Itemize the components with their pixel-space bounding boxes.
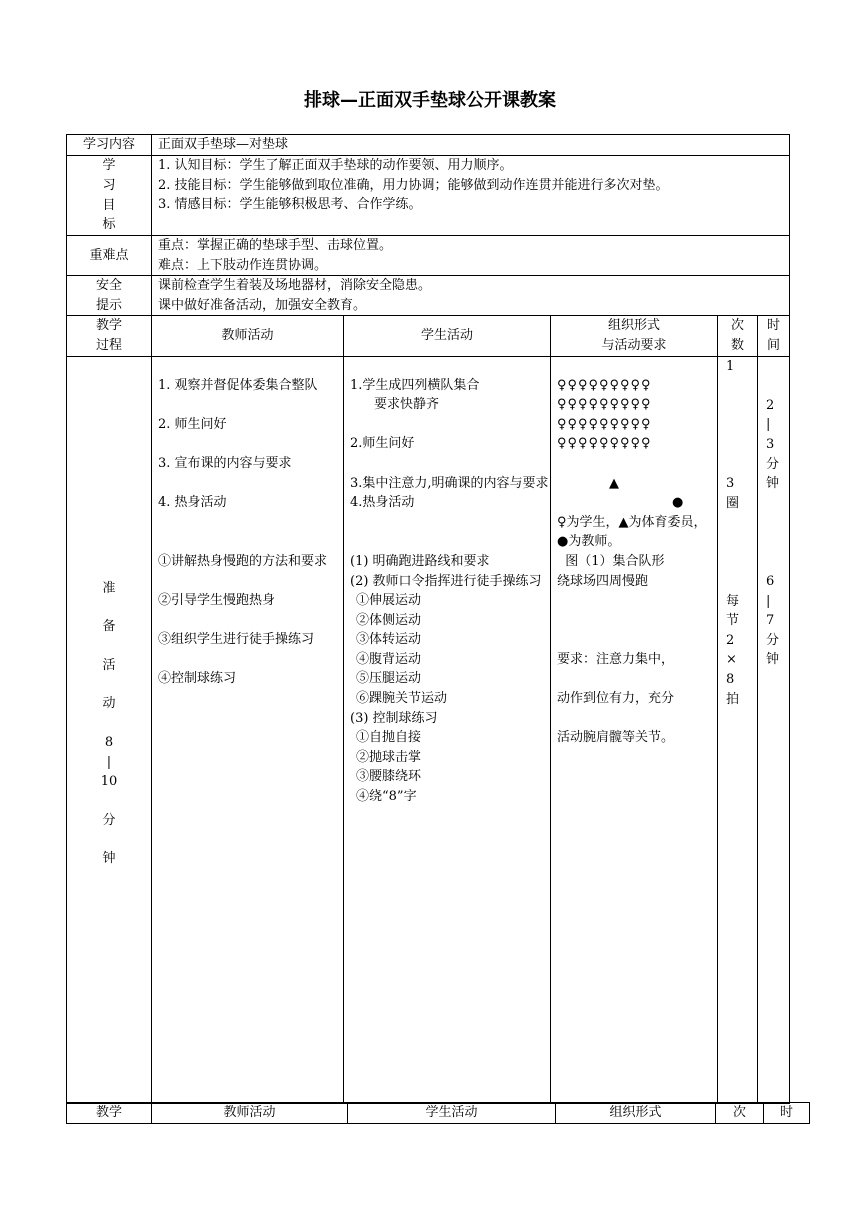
lesson-plan-table (66, 134, 790, 1104)
teacher-step: ②引导学生慢跑热身 (158, 593, 276, 609)
teacher-step: 2. 师生问好 (158, 416, 227, 432)
org-note: 绕球场四周慢跑 (557, 573, 649, 589)
student-step: 4.热身活动 (350, 495, 415, 511)
student-step: ④绕“8”字 (356, 789, 417, 805)
student-step: ②体侧运动 (356, 612, 422, 628)
formation-legend: ♀为学生，▲为体育委员，●为教师。 (557, 514, 707, 550)
times-value: × (726, 652, 737, 668)
teacher-step: 4. 热身活动 (158, 495, 227, 511)
teacher-step: 1. 观察并督促体委集合整队 (158, 377, 318, 393)
goal-item: 2. 技能目标：学生能够做到取位准确，用力协调；能够做到动作连贯并能进行多次对垫。 (158, 177, 669, 193)
duration-value: 6 (766, 574, 775, 590)
content-value: 正面双手垫球—对垫球 (152, 135, 790, 156)
student-step: (3) 控制球练习 (350, 710, 438, 726)
header-duration: 时 间 (758, 316, 790, 356)
formation-diagram (557, 376, 717, 513)
header-process: 教学 过程 (67, 316, 152, 356)
header-teacher: 教师活动 (152, 316, 344, 356)
header-student: 学生活动 (344, 316, 551, 356)
document-title: 排球—正面双手垫球公开课教案 (304, 90, 556, 111)
teacher-step: 3. 宣布课的内容与要求 (158, 455, 292, 471)
times-value: 拍 (726, 691, 740, 707)
duration-value: | (766, 593, 771, 609)
student-step: ③体转运动 (356, 632, 422, 648)
safety-item: 课前检查学生着装及场地器材，消除安全隐患。 (158, 278, 432, 294)
header-times: 次 数 (718, 316, 758, 356)
times-value: 2 (726, 632, 735, 648)
teacher-step: ④控制球练习 (158, 671, 237, 687)
org-note: 动作到位有力，充分 (557, 691, 675, 707)
goal-item: 1. 认知目标：学生了解正面双手垫球的动作要领、用力顺序。 (158, 158, 513, 173)
content-label: 学习内容 (67, 135, 152, 156)
duration-value: 钟 (766, 476, 780, 492)
student-row: ♀♀♀♀♀♀♀♀♀ (557, 436, 652, 452)
duration-value: 分 (766, 456, 780, 472)
duration-value: 3 (766, 436, 775, 452)
student-step: 2.师生问好 (350, 436, 415, 452)
goals-list (152, 156, 790, 236)
student-step: ①伸展运动 (356, 593, 422, 609)
formation-caption: 图（1）集合队形 (557, 553, 665, 569)
times-value: 3 (726, 476, 735, 492)
teacher-step: ③组织学生进行徒手操练习 (158, 632, 315, 648)
org-note: 要求：注意力集中， (557, 651, 675, 667)
student-step: ③腰膝绕环 (356, 769, 422, 785)
times-value: 圈 (726, 495, 740, 511)
duration-value: 2 (766, 397, 775, 413)
header-org: 组织形式 与活动要求 (551, 316, 718, 356)
teacher-step: ①讲解热身慢跑的方法和要求 (158, 553, 328, 569)
footer-header-times: 次 (716, 1103, 764, 1124)
student-step: ④腹背运动 (356, 651, 422, 667)
key-point: 重点：掌握正确的垫球手型、击球位置。 (158, 238, 393, 253)
student-step: 要求快静齐 (374, 397, 440, 413)
goals-label: 学 习 目 标 (67, 156, 152, 236)
next-page-header-table (66, 1102, 810, 1124)
duration-value: 7 (766, 613, 775, 629)
footer-header-teacher: 教师活动 (152, 1103, 348, 1124)
prep-stage-label: 准 备 活 动 8 | 10 分 钟 (67, 356, 152, 1103)
student-step: 3.集中注意力,明确课的内容与要求 (350, 475, 549, 491)
times-value: 8 (726, 672, 735, 688)
teacher-circle-icon: ● (672, 495, 684, 511)
duration-value: 钟 (766, 652, 780, 668)
goal-item: 3. 情感目标：学生能够积极思考、合作学练。 (158, 197, 422, 213)
prep-times (718, 356, 758, 1103)
org-note: 活动腕肩髋等关节。 (557, 730, 675, 746)
prep-duration (758, 356, 790, 1103)
duration-value: 分 (766, 632, 780, 648)
safety-list (152, 276, 790, 316)
student-step: (1) 明确跑进路线和要求 (350, 553, 490, 569)
student-step: (2) 教师口令指挥进行徒手操练习 (350, 573, 542, 589)
times-value: 节 (726, 613, 740, 629)
student-step: ⑤压腿运动 (356, 671, 422, 687)
duration-value: | (766, 417, 771, 433)
footer-header-duration: 时 (764, 1103, 810, 1124)
student-row: ♀♀♀♀♀♀♀♀♀ (557, 377, 652, 393)
student-row: ♀♀♀♀♀♀♀♀♀ (557, 416, 652, 432)
student-step: 1.学生成四列横队集合 (350, 377, 480, 393)
key-points-label: 重难点 (67, 236, 152, 276)
student-step: ②抛球击掌 (356, 749, 422, 765)
footer-header-process: 教学 (67, 1103, 152, 1124)
prep-student-activities (344, 356, 551, 1103)
prep-organization (551, 356, 718, 1103)
times-value: 1 (726, 358, 735, 374)
sports-committee-triangle-icon: ▲ (609, 475, 619, 491)
footer-header-student: 学生活动 (348, 1103, 556, 1124)
key-points-list (152, 236, 790, 276)
prep-teacher-activities (152, 356, 344, 1103)
safety-item: 课中做好准备活动，加强安全教育。 (158, 297, 367, 313)
student-row: ♀♀♀♀♀♀♀♀♀ (557, 397, 652, 413)
safety-label: 安全 提示 (67, 276, 152, 316)
student-step: ⑥踝腕关节运动 (356, 691, 448, 707)
footer-header-org: 组织形式 (556, 1103, 716, 1124)
key-point: 难点：上下肢动作连贯协调。 (158, 257, 328, 273)
times-value: 每 (726, 593, 740, 609)
student-step: ①自抛自接 (356, 730, 422, 746)
